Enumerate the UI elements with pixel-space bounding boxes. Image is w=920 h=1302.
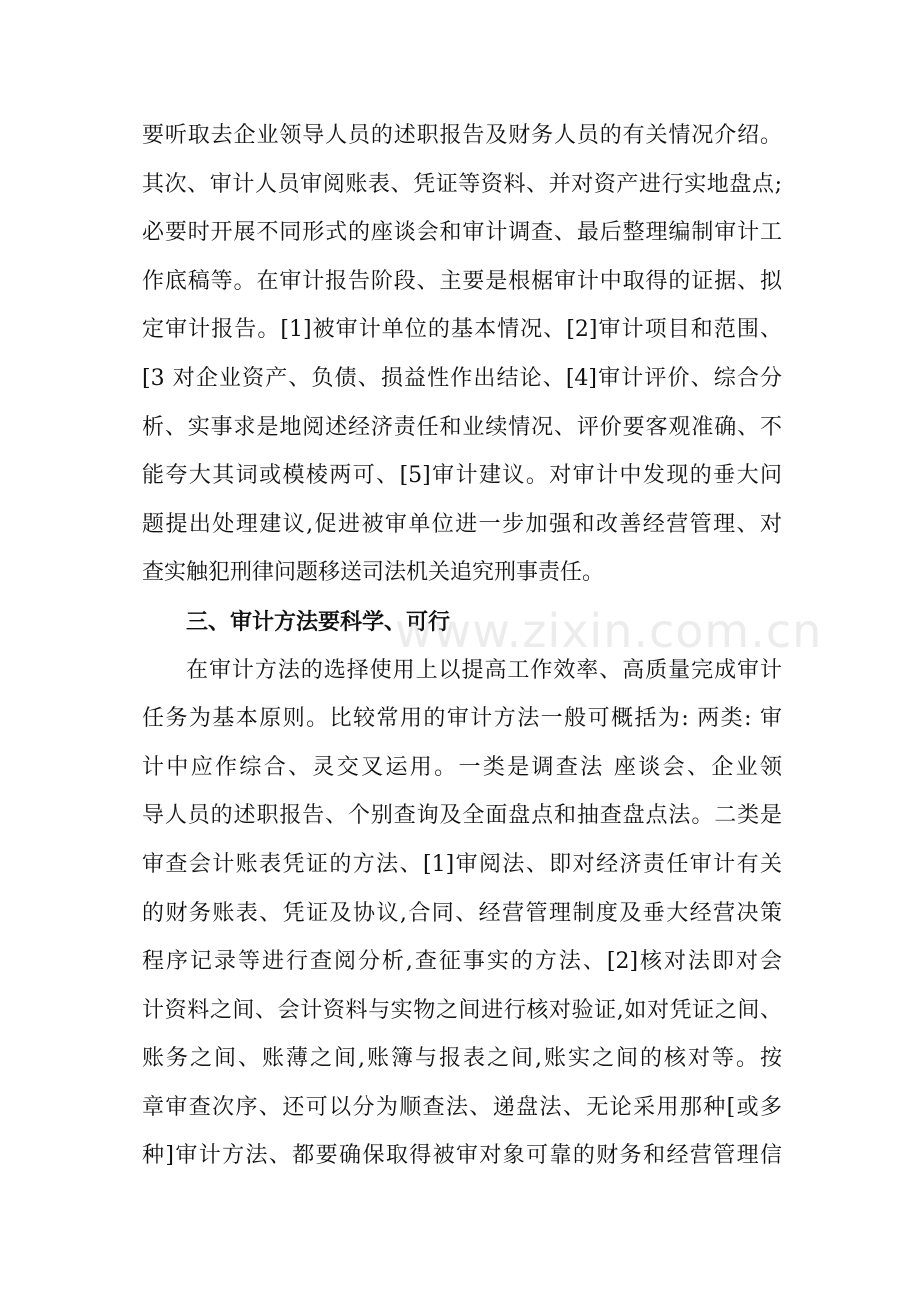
paragraph-line: 种]审计方法、都要确保取得被审对象可靠的财务和经营管理信: [142, 1143, 782, 1169]
paragraph-line: 任务为基本原则。比较常用的审计方法一般可概括为: 两类: 审: [142, 706, 782, 732]
section-heading: 三、审计方法要科学、可行: [186, 608, 451, 635]
paragraph-line: 导人员的述职报告、个别查询及全面盘点和抽查盘点法。二类是: [142, 803, 782, 829]
paragraph-line: 其次、审计人员审阅账表、凭证等资料、并对资产进行实地盘点;: [142, 171, 782, 197]
watermark: www.zixin.com.cn: [395, 604, 823, 658]
paragraph-line: 必要时开展不同形式的座谈会和审计调查、最后整理编制审计工: [142, 220, 782, 246]
paragraph-line: 要听取去企业领导人员的述职报告及财务人员的有关情况介绍。: [142, 123, 782, 148]
paragraph-line: [3 对企业资产、负债、损益性作出结论、[4]审计评价、综合分: [142, 365, 782, 391]
paragraph-line: 账务之间、账薄之间,账簿与报表之间,账实之间的核对等。按: [142, 1046, 782, 1072]
paragraph-line: 在审计方法的选择使用上以提高工作效率、高质量完成审计: [186, 657, 782, 683]
paragraph-line: 计中应作综合、灵交叉运用。一类是调查法 座谈会、企业领: [142, 754, 782, 780]
document-body: [142, 112, 782, 1181]
paragraph-line: 程序记录等进行查阅分析,查征事实的方法、[2]核对法即对会: [142, 949, 782, 975]
paragraph-line: 的财务账表、凭证及协议,合同、经营管理制度及垂大经营决策: [142, 900, 782, 926]
paragraph-line: 题提出处理建议,促进被审单位进一步加强和改善经营管理、对: [142, 511, 782, 537]
paragraph-line: 析、实事求是地阅述经济责任和业续情况、评价要客观准确、不: [142, 414, 782, 440]
paragraph-line: 章审查次序、还可以分为顺查法、递盘法、无论采用那种[或多: [142, 1094, 782, 1120]
paragraph-line: 能夸大其词或模棱两可、[5]审计建议。对审计中发现的垂大问: [142, 463, 782, 489]
paragraph-line: 作底稿等。在审计报告阶段、主要是根椐审计中取得的证据、拟: [142, 268, 782, 294]
paragraph-line: 定审计报告。[1]被审计单位的基本情况、[2]审计项目和范围、: [142, 317, 782, 343]
paragraph-line: 审查会计账表凭证的方法、[1]审阅法、即对经济责任审计有关: [142, 851, 782, 877]
paragraph-line: 计资料之间、会计资料与实物之间进行核对验证,如对凭证之间、: [142, 997, 782, 1023]
paragraph-line: 查实触犯刑律问题移送司法机关追究刑事责任。: [142, 560, 605, 586]
